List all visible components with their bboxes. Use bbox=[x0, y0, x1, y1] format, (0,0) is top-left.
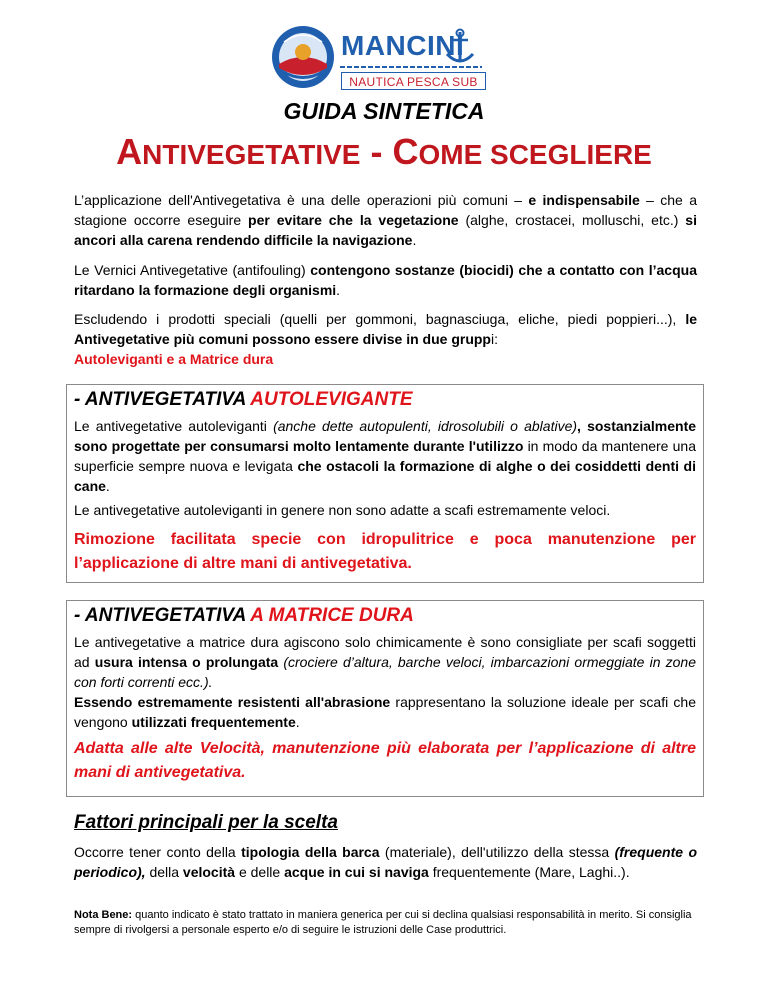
bold-text: e indispensabile bbox=[528, 192, 640, 208]
section-title-prefix: - ANTIVEGETATIVA bbox=[74, 605, 251, 626]
text-span: in modo da mantenere una superficie sempre nuova e levigata bbox=[74, 438, 696, 474]
company-logo bbox=[270, 24, 500, 94]
text-span: i: bbox=[490, 331, 498, 347]
text-span: . bbox=[336, 282, 341, 298]
text-span: (materiale), dell'utilizzo della stessa bbox=[379, 844, 615, 860]
bold-text: utilizzati frequentemente bbox=[131, 714, 296, 730]
logo-emblem-icon bbox=[270, 24, 336, 90]
matrice-dura-paragraph-2 bbox=[74, 692, 696, 732]
autolevigante-section bbox=[66, 384, 704, 583]
bold-text: , sostanzialmente sono progettate per consumarsi molto lentamente durante l'utilizzo bbox=[74, 418, 697, 454]
text-span: L’applicazione dell'Antivegetativa è una delle operazioni più comuni – bbox=[74, 192, 529, 208]
intro-paragraph-3 bbox=[74, 309, 697, 369]
italic-text: (crociere d’altura, barche veloci, imbarcazioni ormeggiate in zone con forti correnti ecc.). bbox=[74, 654, 696, 690]
bold-text: acque in cui si naviga bbox=[284, 864, 429, 880]
text-span: . bbox=[105, 478, 110, 494]
disclaimer-text: quanto indicato è stato trattato in maniera generica per cui si declina qualsiasi responsabilità in merito. Si consiglia sempre di rivolgersi a personale esperto e/o di seguire le istruzioni delle Case produttrici. bbox=[74, 909, 692, 936]
matrice-dura-section bbox=[66, 600, 704, 797]
text-span: . bbox=[412, 232, 417, 248]
fattori-heading: Fattori principali per la scelta bbox=[74, 812, 338, 833]
text-span: Escludendo i prodotti speciali (quelli per gommoni, bagnasciuga, eliche, piedi poppieri...), bbox=[74, 311, 686, 327]
logo-tagline: NAUTICA PESCA SUB bbox=[341, 72, 486, 90]
logo-name: MANCINI bbox=[341, 30, 465, 61]
bold-text: le Antivegetative più comuni possono essere divise in due grupp bbox=[74, 311, 697, 347]
text-span: frequentemente (Mare, Laghi..). bbox=[428, 864, 630, 880]
intro-paragraph-2 bbox=[74, 260, 697, 300]
bold-text: si ancori alla carena rendendo difficile la navigazione bbox=[74, 212, 697, 248]
autolevigante-paragraph-1 bbox=[74, 416, 696, 496]
section-title-matrice-dura bbox=[74, 605, 414, 627]
italic-text: (anche dette autopulenti, idrosolubili o ablative) bbox=[273, 418, 578, 434]
bold-text: contengono sostanze (biocidi) che a contatto con l’acqua ritardano la formazione degli organismi bbox=[74, 262, 697, 298]
autolevigante-paragraph-2: Le antivegetative autoleviganti in genere non sono adatte a scafi estremamente veloci. bbox=[74, 502, 611, 518]
section-title-autolevigante bbox=[74, 389, 413, 411]
disclaimer-note bbox=[74, 908, 697, 938]
fattori-paragraph bbox=[74, 842, 697, 882]
bold-text: Essendo estremamente resistenti all'abrasione bbox=[74, 694, 391, 710]
title-separator: - bbox=[360, 131, 393, 172]
text-span: rappresentano la soluzione ideale per scafi che vengono bbox=[74, 694, 696, 730]
bold-text: per evitare che la vegetazione bbox=[248, 212, 459, 228]
disclaimer-label: Nota Bene: bbox=[74, 909, 133, 921]
title-initial-a: A bbox=[116, 131, 143, 172]
title-initial-c: C bbox=[392, 131, 419, 172]
section-title-red: AUTOLEVIGANTE bbox=[250, 389, 413, 410]
text-span: Le antivegetative a matrice dura agiscono solo chimicamente è sono consigliate per scafi soggetti ad bbox=[74, 634, 696, 670]
section-title-prefix: - ANTIVEGETATIVA bbox=[74, 389, 251, 410]
bold-text: tipologia della barca bbox=[241, 844, 380, 860]
bold-text: che ostacoli la formazione di alghe o dei cosiddetti denti di cane bbox=[74, 458, 696, 494]
autolevigante-highlight: Rimozione facilitata specie con idropulitrice e poca manutenzione per l’applicazione di altre mani di antivegetativa. bbox=[74, 531, 696, 572]
title-word-1: NTIVEGETATIVE bbox=[142, 139, 361, 170]
intro-paragraph-1 bbox=[74, 190, 697, 250]
text-span: e delle bbox=[235, 864, 285, 880]
text-span: Le antivegetative autoleviganti bbox=[74, 418, 274, 434]
groups-highlight: Autoleviganti e a Matrice dura bbox=[74, 351, 274, 367]
anchor-icon bbox=[442, 28, 478, 68]
title-word-2: OME SCEGLIERE bbox=[418, 139, 652, 170]
text-span: – che a stagione occorre eseguire bbox=[74, 192, 697, 228]
matrice-dura-highlight: Adatta alle alte Velocità, manutenzione più elaborata per l’applicazione di altre mani di antivegetativa. bbox=[74, 740, 696, 781]
section-title-red: A MATRICE DURA bbox=[250, 605, 414, 626]
text-span: Le Vernici Antivegetative (antifouling) bbox=[74, 262, 311, 278]
text-span: (alghe, crostacei, molluschi, etc.) bbox=[458, 212, 686, 228]
matrice-dura-paragraph-1 bbox=[74, 632, 696, 692]
rope-icon bbox=[340, 64, 482, 70]
bold-text: velocità bbox=[182, 864, 236, 880]
text-span: . bbox=[295, 714, 300, 730]
bold-text: usura intensa o prolungata bbox=[94, 654, 279, 670]
text-span: Occorre tener conto della bbox=[74, 844, 242, 860]
text-span: della bbox=[145, 864, 183, 880]
subtitle: GUIDA SINTETICA bbox=[283, 98, 485, 124]
bold-italic-text: (frequente o periodico), bbox=[74, 844, 698, 880]
page-title bbox=[0, 131, 768, 173]
